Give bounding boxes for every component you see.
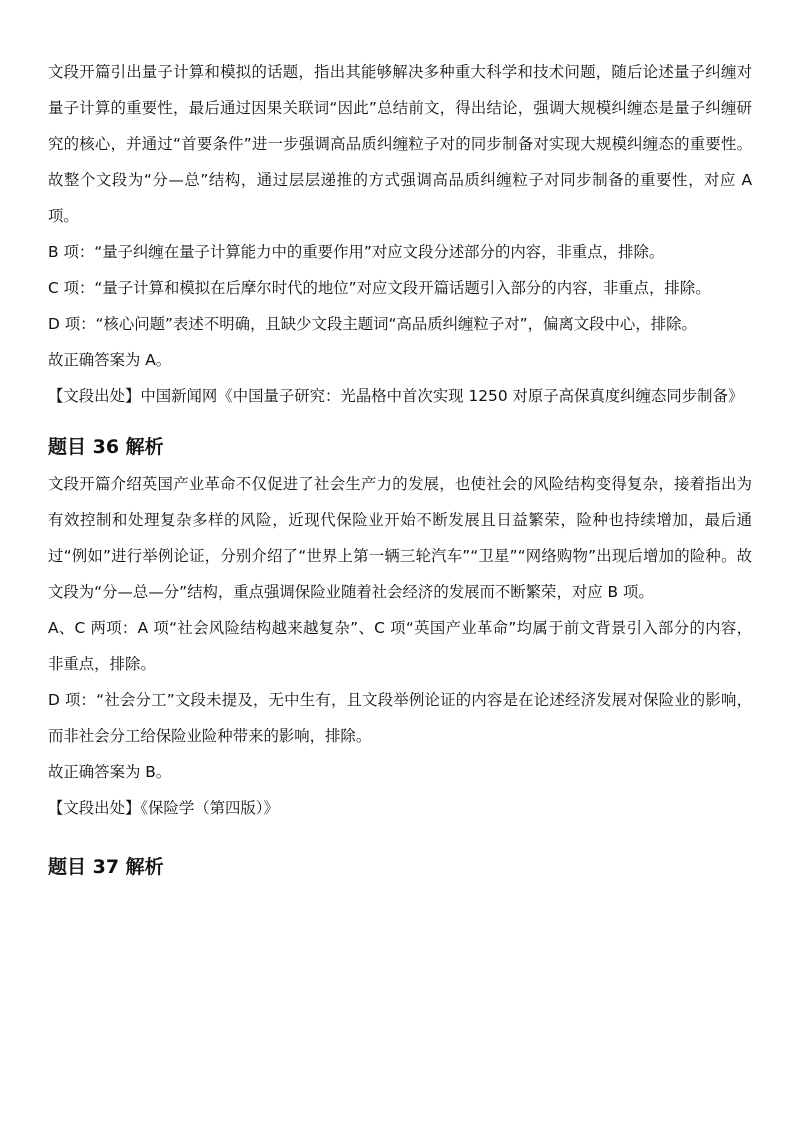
analysis-paragraph: 文段开篇引出量子计算和模拟的话题，指出其能够解决多种重大科学和技术问题，随后论述量子纠缠对量子计算的重要性，最后通过因果关联词“因此”总结前文，得出结论，强调大规模纠缠态是量子纠缠研究的核心，并通过“首要条件”进一步强调高品质纠缠粒子对的同步制备对实现大规模纠缠态的重要性。故整个文段为“分—总”结构，通过层层递推的方式强调高品质纠缠粒子对同步制备的重要性，对应 A 项。 [48,63,752,225]
option-d-analysis: D 项：“社会分工”文段未提及，无中生有，且文段举例论证的内容是在论述经济发展对保险业的影响，而非社会分工给保险业险种带来的影响，排除。 [48,691,752,745]
question-36-heading: 题目 36 解析 [48,436,164,458]
source-citation: 【文段出处】《保险学（第四版）》 [48,799,279,817]
option-d-analysis: D 项：“核心问题”表述不明确，且缺少文段主题词“高品质纠缠粒子对”，偏离文段中心，排除。 [48,315,697,333]
option-c-analysis: C 项：“量子计算和模拟在后摩尔时代的地位”对应文段开篇话题引入部分的内容，非重点，排除。 [48,279,711,297]
analysis-paragraph: 文段开篇介绍英国产业革命不仅促进了社会生产力的发展，也使社会的风险结构变得复杂，接着指出为有效控制和处理复杂多样的风险，近现代保险业开始不断发展且日益繁荣，险种也持续增加，最后通过“例如”进行举例论证，分别介绍了“世界上第一辆三轮汽车”“卫星”“网络购物”出现后增加的险种。故文段为“分—总—分”结构，重点强调保险业随着社会经济的发展而不断繁荣，对应 B 项。 [48,475,752,601]
question-37-heading: 题目 37 解析 [48,856,164,878]
correct-answer: 故正确答案为 A。 [48,351,172,369]
source-citation: 【文段出处】中国新闻网《中国量子研究：光晶格中首次实现 1250 对原子高保真度纠缠态同步制备》 [48,387,744,405]
option-ac-analysis: A、C 两项：A 项“社会风险结构越来越复杂”、C 项“英国产业革命”均属于前文背景引入部分的内容，非重点，排除。 [48,619,752,673]
option-b-analysis: B 项：“量子纠缠在量子计算能力中的重要作用”对应文段分述部分的内容，非重点，排除。 [48,243,665,261]
document-page [48,54,752,882]
correct-answer: 故正确答案为 B。 [48,763,172,781]
